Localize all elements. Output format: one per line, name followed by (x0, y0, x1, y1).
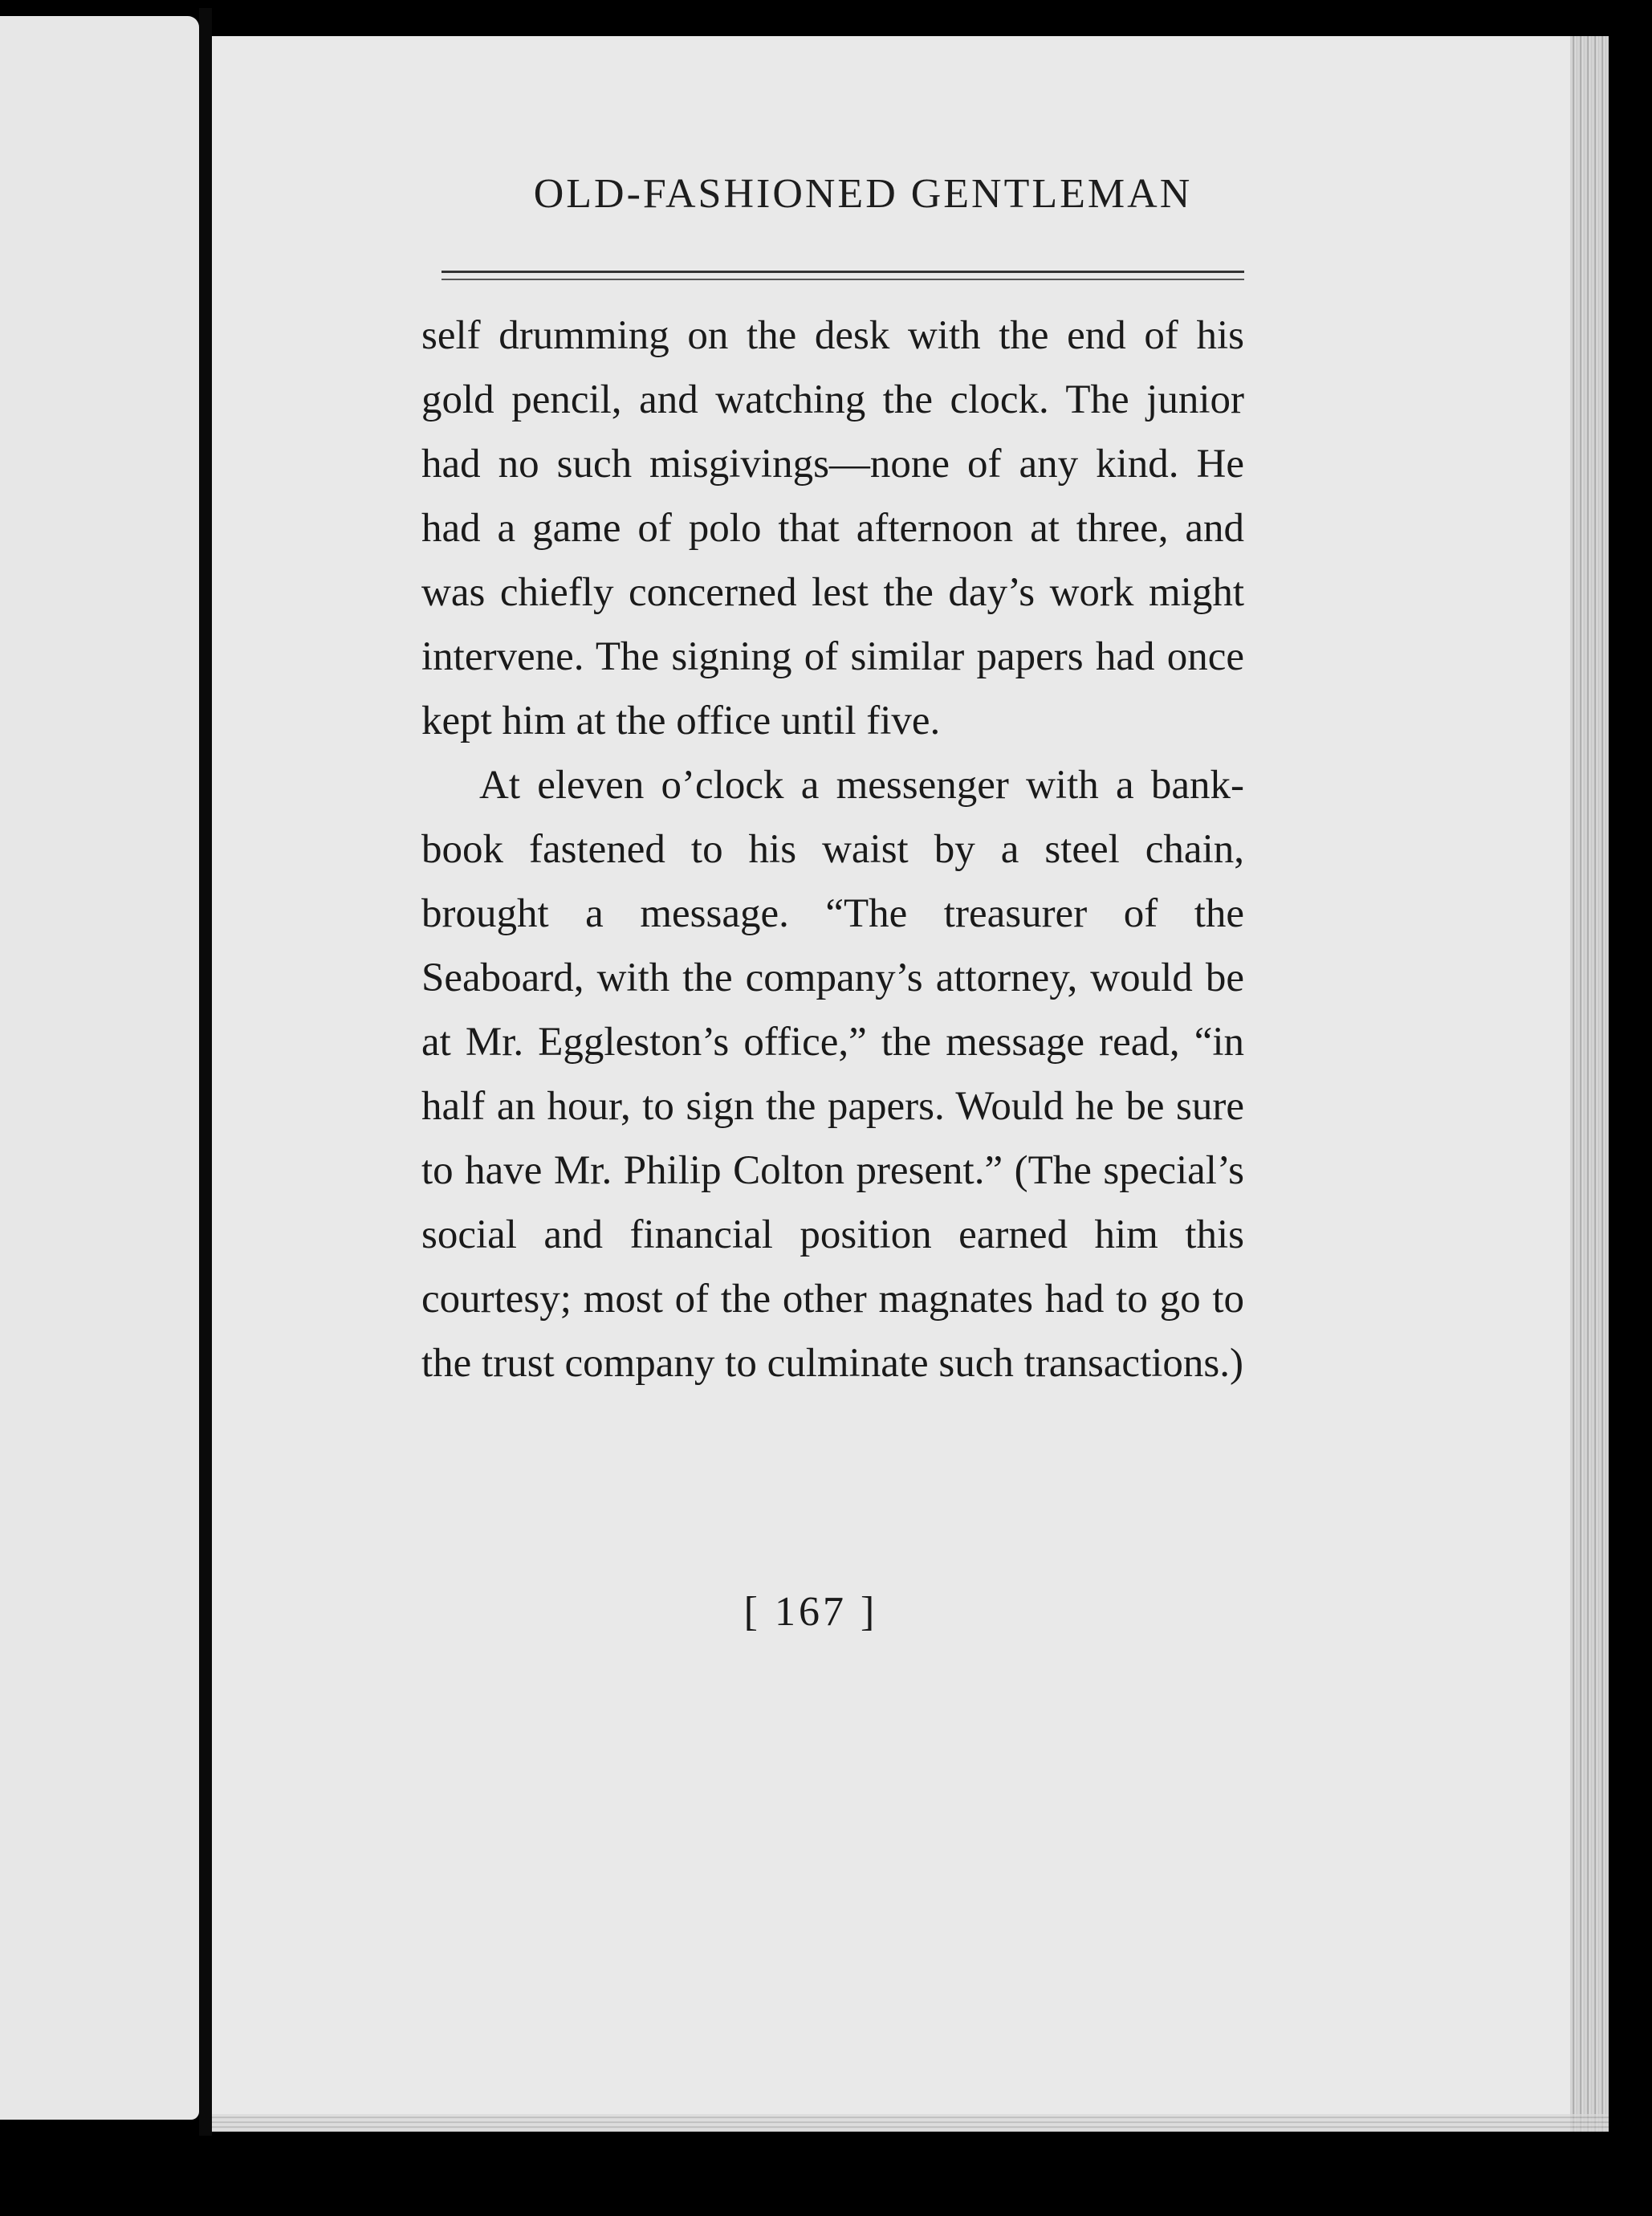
running-head: OLD-FASHIONED GENTLEMAN (533, 171, 1193, 217)
body-text (421, 303, 1244, 1395)
facing-page (0, 16, 199, 2120)
paragraph: At eleven o’clock a messenger with a bank-book fastened to his waist by a steel chain, brought a message. “The treasurer of the Seaboard, with the company’s attorney, would be at Mr. Eggleston’s office,” the message read, “in half an hour, to sign the papers. Would he be sure to have Mr. Philip Colton present.” (The special’s social and financial position earned him this courtesy; most of the other magnates had to go to the trust company to culminate such transactions.) (421, 763, 1244, 1386)
book-spine (199, 8, 212, 2136)
paragraph: self drumming on the desk with the end of his gold pencil, and watching the clock. The junior had no such misgivings—none of any kind. He had a game of polo that afternoon at three, and was chiefly concerned lest the day’s work might intervene. The signing of similar papers had once kept him at the office until five. (421, 313, 1244, 743)
header-rule (441, 271, 1244, 280)
page-number: [ 167 ] (743, 1589, 878, 1635)
page-edge-right (1570, 36, 1609, 2132)
page-edge-bottom (212, 2114, 1609, 2132)
